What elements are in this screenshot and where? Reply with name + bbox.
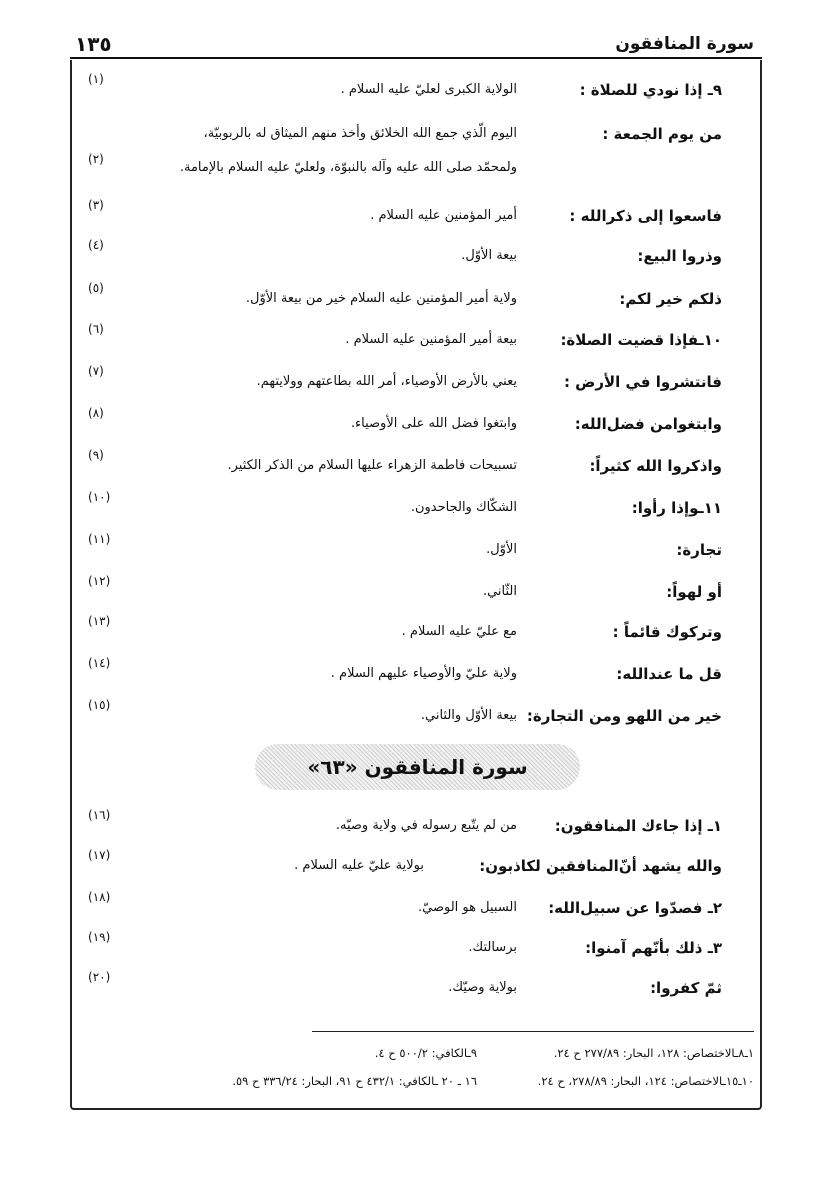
- entry-row: [0, 364, 832, 404]
- entry-row: [0, 116, 832, 175]
- explanation: وابتغوا فضل الله على الأوصياء.: [350, 416, 517, 431]
- entry-row: [0, 322, 832, 362]
- explanation: مع عليّ عليه السلام .: [401, 624, 517, 639]
- explanation: الأوّل.: [486, 542, 517, 557]
- footnote-number: (١٦): [88, 808, 111, 822]
- explanation: برسالتك.: [468, 940, 517, 955]
- explanation: بيعة الأوّل.: [461, 248, 517, 263]
- footnote-number: (١٩): [88, 930, 111, 944]
- quran-phrase: ٢ـ فصدّوا عن سبيل‌الله:: [548, 899, 722, 917]
- header-rule: [70, 57, 762, 59]
- footnote-number: (٧): [88, 364, 104, 378]
- explanation: الثّاني.: [482, 584, 517, 599]
- footnote-number: (١٠): [88, 490, 111, 504]
- quran-phrase: تجارة:: [676, 541, 722, 559]
- explanation: الشكّاك والجاحدون.: [410, 500, 517, 515]
- footnote-number: (١): [88, 72, 104, 86]
- entry-row: [0, 198, 832, 238]
- footnote-number: (١١): [88, 532, 111, 546]
- footnote-number: (١٣): [88, 614, 111, 628]
- entry-row: [0, 890, 832, 930]
- quran-phrase: واذكروا الله كثيراً:: [589, 457, 722, 475]
- entry-row: [0, 532, 832, 572]
- entry-row: [0, 490, 832, 530]
- footnote-rule: [312, 1031, 754, 1032]
- quran-phrase: وتركوك قائماً :: [612, 623, 722, 641]
- footnote-number: (٢٠): [88, 970, 111, 984]
- explanation: الولاية الكبرى لعليّ عليه السلام .: [340, 82, 517, 97]
- entry-row: [0, 848, 832, 888]
- quran-phrase: فانتشروا في الأرض :: [563, 373, 722, 391]
- footnote-number: (٦): [88, 322, 104, 336]
- explanation: من لم يتّبع رسوله في ولاية وصيّه.: [335, 818, 517, 833]
- entry-row: [0, 574, 832, 614]
- quran-phrase: أو لهواً:: [666, 583, 722, 601]
- explanation: ولاية أمير المؤمنين عليه السلام خير من بيعة الأوّل.: [245, 291, 517, 306]
- footnote-number: (٥): [88, 281, 104, 295]
- quran-phrase: ٣ـ ذلك بأنّهم آمنوا:: [585, 939, 722, 957]
- footnote-number: (٩): [88, 448, 104, 462]
- entry-row: [0, 808, 832, 848]
- explanation: بيعة الأوّل والثاني.: [420, 708, 517, 723]
- footnote-number: (٣): [88, 198, 104, 212]
- footnote-number: (١٢): [88, 574, 111, 588]
- explanation: بولاية عليّ عليه السلام .: [294, 858, 424, 873]
- explanation: تسبيحات فاطمة الزهراء عليها السلام من الذكر الكثير.: [227, 458, 517, 473]
- footnote-number: (٨): [88, 406, 104, 420]
- quran-phrase: ذلكم خير لكم:: [619, 290, 722, 308]
- entry-row: [0, 281, 832, 321]
- quran-phrase: ٩ـ إذا نودي للصلاة :: [579, 81, 722, 99]
- explanation: بيعة أمير المؤمنين عليه السلام .: [345, 332, 517, 347]
- quran-phrase: وذروا البيع:: [637, 247, 722, 265]
- footnote-source: ١٠ـ١٥ـالاختصاص: ١٢٤، البحار: ٢٧٨/٨٩، ح ٢٤.: [537, 1074, 754, 1088]
- explanation: يعني بالأرض الأوصياء، أمر الله بطاعتهم وولايتهم.: [256, 374, 517, 389]
- entry-row: [0, 698, 832, 738]
- quran-phrase: من يوم الجمعة :: [602, 125, 722, 143]
- explanation: اليوم الّذي جمع الله الخلائق وأخذ منهم الميثاق له بالربوبيّة،: [203, 126, 517, 141]
- footnote-source: ١ـ٨ـالاختصاص: ١٢٨، البحار: ٢٧٧/٨٩ ح ٢٤.: [553, 1046, 754, 1060]
- quran-phrase: ١ـ إذا جاءك المنافقون:: [554, 817, 722, 835]
- explanation: السبيل هو الوصيّ.: [418, 900, 517, 915]
- footnote-source: ٩ـالكافي: ٥٠٠/٢ ح ٤.: [374, 1046, 477, 1060]
- entry-row: [0, 72, 832, 112]
- quran-phrase: والله يشهد أنّ‌المنافقين لكاذبون:: [479, 857, 722, 875]
- footnote-number: (٢): [88, 152, 104, 166]
- quran-phrase: ١١ـوإذا رأوا:: [631, 499, 722, 517]
- entry-row: [0, 406, 832, 446]
- quran-phrase: وابتغوامن فضل‌الله:: [574, 415, 722, 433]
- footnote-source: ١٦ ـ ٢٠ ـالكافي: ٤٣٢/١ ح ٩١، البحار: ٣٣٦/٢٤ ح ٥٩.: [232, 1074, 477, 1088]
- running-title: سورة المنافقون: [615, 34, 754, 54]
- explanation: أمير المؤمنين عليه السلام .: [370, 208, 517, 223]
- page-number: ١٣٥: [75, 32, 112, 56]
- entry-row: [0, 238, 832, 278]
- surah-banner-title: سورة المنافقون «٦٣»: [307, 755, 528, 779]
- quran-phrase: ١٠ـفإذا قضيت الصلاة:: [560, 331, 722, 349]
- entry-row: [0, 656, 832, 696]
- surah-banner: [255, 744, 580, 790]
- entry-row: [0, 614, 832, 654]
- footnote-number: (١٥): [88, 698, 111, 712]
- explanation: بولاية وصيّك.: [448, 980, 517, 995]
- entry-row: [0, 970, 832, 1010]
- footnote-number: (١٨): [88, 890, 111, 904]
- explanation-continued: ولمحمّد صلى الله عليه وآله بالنبوّة، ولعليّ عليه السلام بالإمامة.: [179, 160, 517, 175]
- footnote-number: (١٧): [88, 848, 111, 862]
- quran-phrase: ثمّ كفروا:: [650, 979, 722, 997]
- entry-row: [0, 930, 832, 970]
- quran-phrase: فاسعوا إلى ذكرالله :: [569, 207, 722, 225]
- explanation: ولاية عليّ والأوصياء عليهم السلام .: [330, 666, 517, 681]
- quran-phrase: خير من اللهو ومن التجارة:: [526, 707, 722, 725]
- footnote-number: (١٤): [88, 656, 111, 670]
- entry-row: [0, 448, 832, 488]
- quran-phrase: قل ما عندالله:: [616, 665, 722, 683]
- footnote-number: (٤): [88, 238, 104, 252]
